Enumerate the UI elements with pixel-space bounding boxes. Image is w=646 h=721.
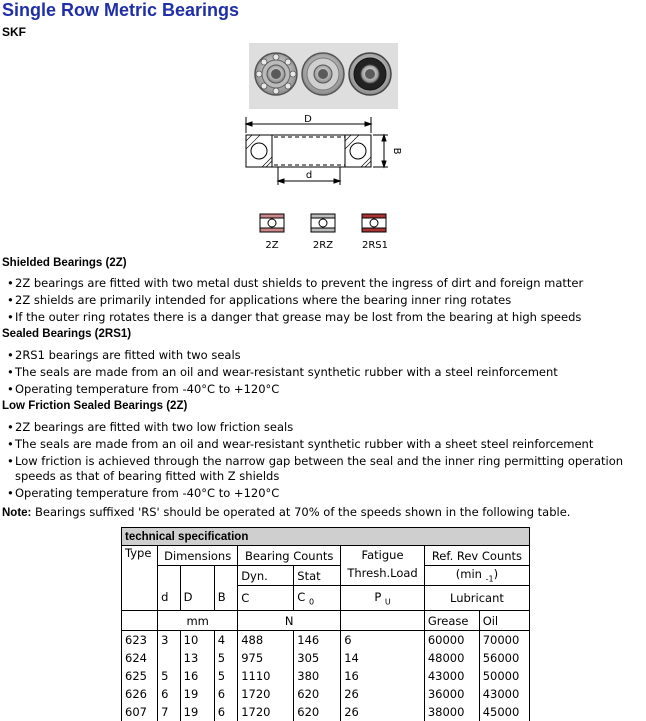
note-label: Note: (2, 507, 32, 519)
unit-mm: mm (158, 611, 238, 631)
col-header-C0: C $_0$ (294, 586, 341, 611)
list-item: • 2Z shields are primarily intended for applications where the bearing inner ring rotates (7, 293, 511, 307)
col-header-oil: Oil (479, 611, 529, 631)
list-item: • Operating temperature from -40°C to +120°C (7, 486, 279, 500)
page-title: Single Row Metric Bearings (2, 0, 240, 20)
col-header-dimensions: Dimensions (158, 546, 238, 566)
dim-label-B: B (391, 147, 402, 155)
section-heading-sealed: Sealed Bearings (2RS1) (2, 328, 132, 340)
variant-label: 2Z (265, 240, 279, 251)
section-heading-low-friction: Low Friction Sealed Bearings (2Z) (2, 400, 188, 412)
col-header-ref-rev: Ref. Rev Counts (424, 546, 529, 566)
col-header-d-cell: d (158, 566, 181, 611)
dim-label-d: d (305, 170, 313, 181)
dim-label-D: D (304, 114, 312, 125)
col-header-B-cell: B (214, 566, 237, 611)
table-row: 623 3 10 4 488 146 6 60000 70000 (122, 631, 530, 650)
table-caption: technical specification (122, 528, 530, 546)
variant-label: 2RS1 (361, 240, 389, 251)
spec-table (121, 527, 530, 721)
variant-2z-icon (260, 214, 284, 232)
col-header-Pu: P $_U$ (341, 586, 425, 611)
list-item: • 2RS1 bearings are fitted with two seals (7, 348, 241, 362)
brand-label: SKF (2, 25, 26, 39)
table-row: 626 6 19 6 1720 620 26 36000 43000 (122, 685, 530, 703)
list-item: • The seals are made from an oil and wear-resistant synthetic rubber with a steel reinforcement (7, 365, 558, 379)
list-item: • 2Z bearings are fitted with two metal dust shields to prevent the ingress of dirt and foreign matter (7, 276, 583, 290)
unit-N: N (238, 611, 341, 631)
bearings-photo (249, 43, 398, 109)
col-header-stat: Stat (294, 566, 341, 586)
table-row: 624 13 5 975 305 14 48000 56000 (122, 649, 530, 667)
seal-variant-icons (255, 212, 395, 254)
col-header-min: (min $_{-1}$) (424, 566, 529, 586)
col-header-type: Type (122, 546, 158, 611)
section-heading-shielded: Shielded Bearings (2Z) (2, 257, 127, 269)
col-header-D-cell: D (180, 566, 214, 611)
list-item: • If the outer ring rotates there is a danger that grease may be lost from the bearing at high speeds (7, 310, 581, 324)
variant-label: 2RZ (312, 240, 334, 251)
col-header-C: C (238, 586, 294, 611)
col-header-bearing-counts: Bearing Counts (238, 546, 341, 566)
list-item: • Low friction is achieved through the narrow gap between the seal and the inner ring permitting operation speeds as that of bearing fitted with Z shields (7, 454, 637, 484)
variant-2rz-icon (311, 214, 335, 232)
bearings-photo-art (249, 43, 398, 109)
list-item: • The seals are made from an oil and wear-resistant synthetic rubber with a sheet steel reinforcement (7, 437, 593, 451)
note-text: Bearings suffixed 'RS' should be operated at 70% of the speeds shown in the following table. (35, 505, 571, 519)
table-row: 625 5 16 5 1110 380 16 43000 50000 (122, 667, 530, 685)
note (2, 505, 570, 519)
col-header-fatigue: Fatigue Thresh.Load (341, 546, 425, 586)
list-item: • Operating temperature from -40°C to +120°C (7, 382, 279, 396)
col-header-dyn: Dyn. (238, 566, 294, 586)
cross-section-diagram (236, 111, 410, 191)
variant-2rs1-icon (362, 214, 386, 232)
list-item: • 2Z bearings are fitted with two low friction seals (7, 420, 293, 434)
col-header-lubricant: Lubricant (424, 586, 529, 611)
table-row: 607 7 19 6 1720 620 26 38000 45000 (122, 703, 530, 721)
col-header-grease: Grease (424, 611, 479, 631)
